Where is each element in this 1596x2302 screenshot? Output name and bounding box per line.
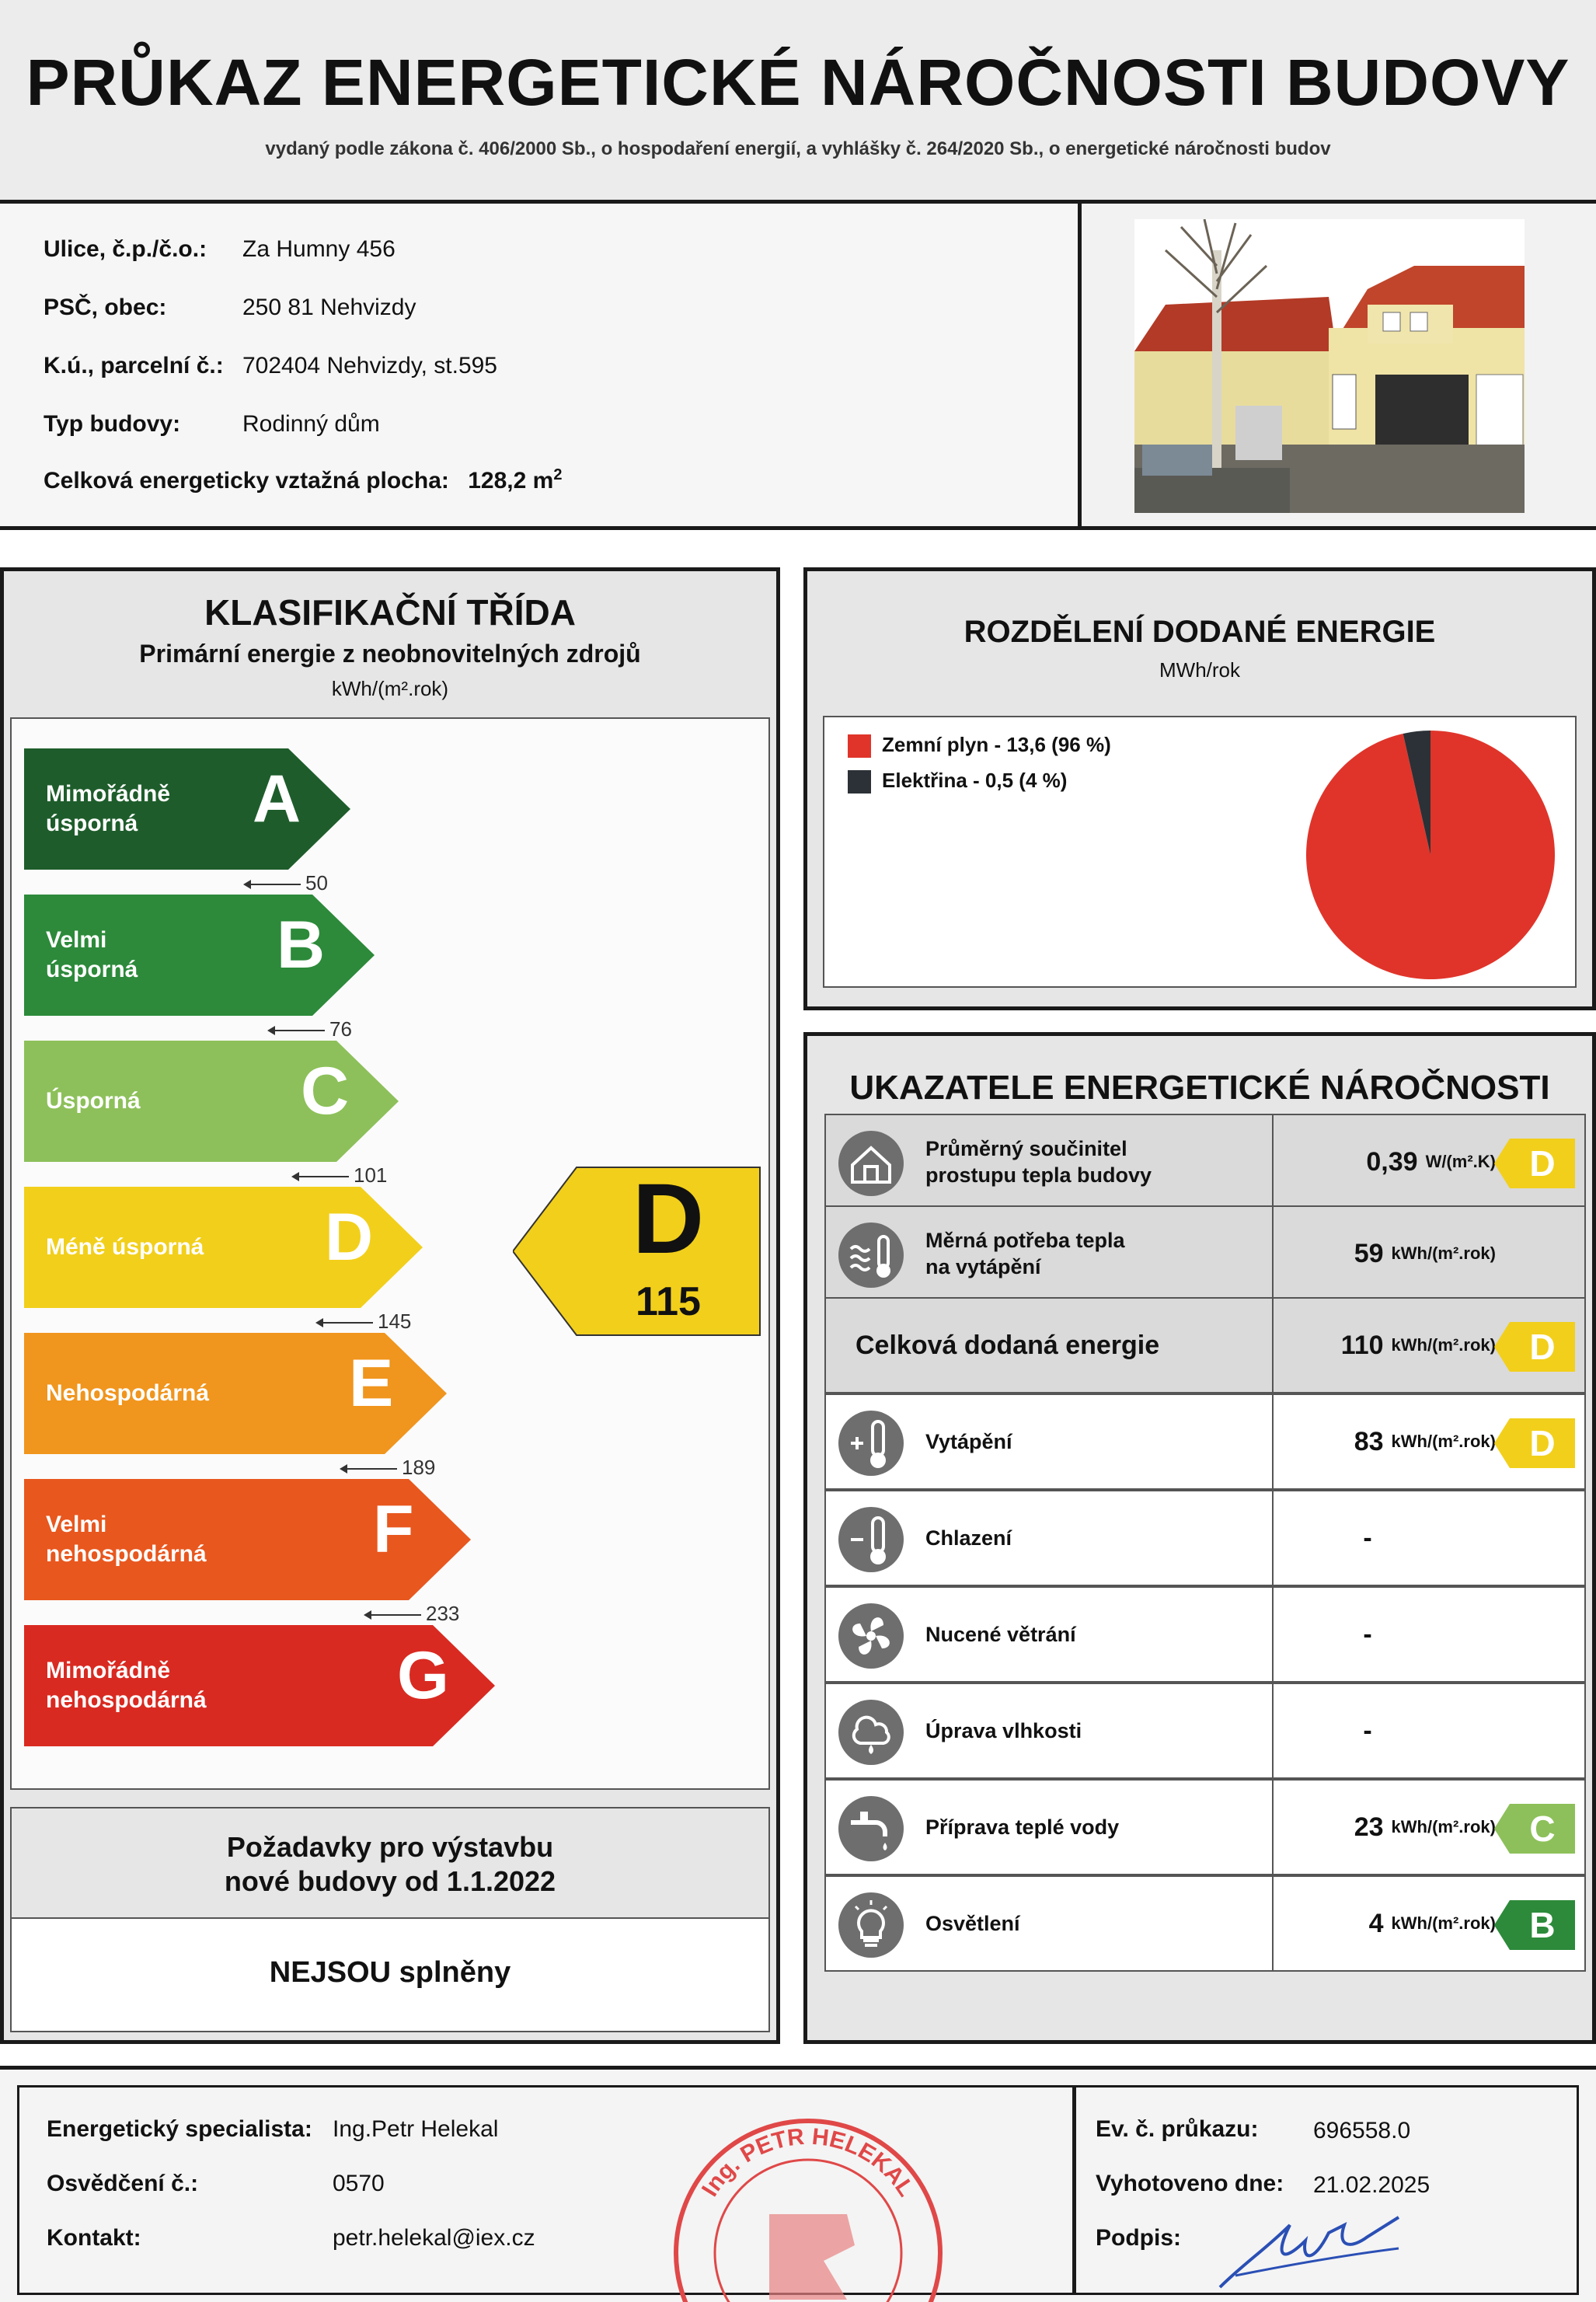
indicator-value (1272, 1115, 1510, 1209)
indicator-row (824, 1779, 1586, 1875)
street-value: Za Humny 456 (242, 236, 396, 262)
indicator-label-line1: Osvětlení (925, 1912, 1020, 1935)
indicator-label (855, 1299, 1159, 1392)
distribution-unit: MWh/rok (1159, 658, 1240, 682)
threshold-value: 50 (305, 871, 328, 895)
indicator-label-line1: Chlazení (925, 1526, 1012, 1550)
indicator-row (824, 1490, 1586, 1586)
type-label: Typ budovy: (44, 411, 181, 437)
indicator-grade-tag (1494, 1900, 1575, 1950)
result-class-letter: D (632, 1166, 705, 1275)
indicator-value (1272, 1491, 1510, 1585)
threshold-arrow (341, 1468, 397, 1470)
indicator-unit: kWh/(m².rok) (1391, 1432, 1496, 1451)
city-row (44, 295, 416, 321)
requirements-title (12, 1830, 768, 1899)
indicator-number: 59 (1354, 1238, 1384, 1268)
ev-number-row (1096, 2116, 1259, 2143)
ev-number-label: Ev. č. průkazu: (1096, 2116, 1259, 2142)
contact-label: Kontakt: (47, 2225, 141, 2251)
class-letter: E (349, 1346, 394, 1421)
threshold-arrow (317, 1322, 373, 1324)
class-label-line1: Úsporná (46, 1088, 141, 1114)
indicator-row (824, 1114, 1586, 1210)
certificate-label: Osvědčení č.: (47, 2171, 199, 2196)
class-bar-d (24, 1187, 423, 1308)
signature-label: Podpis: (1096, 2225, 1181, 2251)
indicator-number: 4 (1368, 1908, 1384, 1938)
indicator-unit: W/(m².K) (1425, 1152, 1496, 1171)
legend-item-gas (848, 733, 1111, 758)
class-bar-label (46, 1333, 209, 1454)
class-bar-f (24, 1479, 471, 1600)
area-label: Celková energeticky vztažná plocha: (44, 468, 449, 494)
threshold-arrow (293, 1176, 349, 1177)
classification-unit: kWh/(m².rok) (331, 677, 449, 700)
indicator-number: 0,39 (1366, 1146, 1418, 1177)
threshold-arrow (269, 1030, 325, 1031)
indicator-number: 83 (1354, 1426, 1384, 1456)
indicator-label (925, 1588, 1076, 1681)
contact-value: petr.helekal@iex.cz (333, 2225, 535, 2251)
indicator-label (925, 1395, 1012, 1488)
indicator-number: 110 (1340, 1330, 1384, 1360)
indicator-unit: kWh/(m².rok) (1391, 1817, 1496, 1836)
area-row (44, 466, 562, 494)
indicator-number: - (1363, 1715, 1372, 1746)
indicator-label-line1: Průměrný součinitel (925, 1137, 1127, 1160)
indicator-label (925, 1115, 1152, 1209)
class-threshold (269, 1017, 352, 1041)
indicator-grade-tag (1494, 1418, 1575, 1468)
date-row (1096, 2171, 1284, 2197)
class-bar-label (46, 1479, 207, 1600)
indicator-value (1272, 1781, 1510, 1874)
class-label-line1: Velmi (46, 927, 107, 953)
certificate-value: 0570 (333, 2171, 385, 2196)
building-photo (1134, 219, 1525, 513)
class-label-line1: Velmi (46, 1512, 107, 1537)
indicator-value (1272, 1684, 1510, 1777)
signature (1212, 2202, 1414, 2295)
indicator-label (925, 1781, 1119, 1874)
indicator-unit: kWh/(m².rok) (1391, 1243, 1496, 1263)
date-value: 21.02.2025 (1313, 2172, 1430, 2198)
class-bar-label (46, 1041, 141, 1162)
indicator-label-line1: Měrná potřeba tepla (925, 1229, 1125, 1252)
certificate-row (47, 2171, 198, 2197)
class-label-line2: nehospodárná (46, 1541, 207, 1567)
requirements-title-line1: Požadavky pro výstavbu (226, 1831, 554, 1863)
city-value: 250 81 Nehvizdy (242, 295, 416, 320)
class-bar-label (46, 1625, 207, 1746)
distribution-title: ROZDĚLENÍ DODANÉ ENERGIE (964, 615, 1436, 649)
threshold-value: 233 (426, 1602, 460, 1625)
house-icon (837, 1129, 905, 1198)
indicator-label-line2: prostupu tepla budovy (925, 1163, 1152, 1187)
light-bulb-icon (837, 1891, 905, 1959)
humidity-icon (837, 1698, 905, 1767)
class-label-line1: Mimořádně (46, 781, 171, 807)
street-label: Ulice, č.p./č.o.: (44, 236, 207, 262)
energy-distribution-panel (803, 567, 1596, 1010)
requirements-title-line2: nové budovy od 1.1.2022 (224, 1865, 556, 1897)
indicator-label-line1: Úprava vlhkosti (925, 1719, 1082, 1742)
legend-swatch-gas (848, 734, 871, 758)
class-bar-label (46, 748, 170, 870)
indicator-grade-letter: D (1529, 1143, 1556, 1184)
building-info (0, 204, 1082, 530)
specialist-row (47, 2116, 312, 2143)
document-header (0, 0, 1596, 204)
indicator-grade-tag (1494, 1139, 1575, 1188)
class-threshold (245, 871, 328, 895)
class-letter: F (373, 1492, 414, 1567)
legend-swatch-electricity (848, 770, 871, 793)
indicator-label (925, 1877, 1020, 1970)
fan-icon (837, 1602, 905, 1670)
date-label: Vyhotoveno dne: (1096, 2171, 1284, 2196)
indicator-label (925, 1684, 1082, 1777)
indicator-value (1272, 1299, 1510, 1392)
threshold-value: 76 (329, 1017, 352, 1041)
indicator-number: - (1363, 1619, 1372, 1649)
indicator-value (1272, 1395, 1510, 1488)
indicator-label-line1: Nucené větrání (925, 1623, 1076, 1646)
class-threshold (365, 1602, 459, 1626)
indicator-grade-tag (1494, 1804, 1575, 1854)
class-threshold (293, 1163, 387, 1188)
indicator-row (824, 1875, 1586, 1972)
document-footer (0, 2066, 1596, 2302)
thermometer-plus-icon (837, 1409, 905, 1477)
threshold-value: 189 (402, 1456, 436, 1479)
indicator-grade-letter: C (1529, 1808, 1556, 1849)
classification-panel (0, 567, 780, 2044)
legend-label-electricity: Elektřina - 0,5 (4 %) (882, 769, 1068, 792)
threshold-arrow (365, 1614, 421, 1616)
threshold-arrow (245, 884, 301, 885)
indicator-unit: kWh/(m².rok) (1391, 1335, 1496, 1355)
class-label-line2: úsporná (46, 811, 138, 836)
type-value: Rodinný dům (242, 411, 380, 437)
indicator-unit: kWh/(m².rok) (1391, 1913, 1496, 1933)
energy-pie-chart (1298, 727, 1563, 983)
footer-divider (1072, 2085, 1076, 2295)
class-bar-g (24, 1625, 495, 1746)
class-label-line1: Méně úsporná (46, 1234, 204, 1260)
indicator-row (824, 1205, 1586, 1302)
indicator-grade-letter: B (1529, 1905, 1556, 1945)
parcel-value: 702404 Nehvizdy, st.595 (242, 353, 497, 378)
threshold-value: 101 (354, 1163, 388, 1187)
requirements-box (10, 1807, 770, 2032)
class-label-line1: Mimořádně (46, 1658, 171, 1683)
parcel-row (44, 353, 497, 379)
document-title: PRŮKAZ ENERGETICKÉ NÁROČNOSTI BUDOVY (26, 46, 1570, 119)
class-bar-a (24, 748, 350, 870)
class-bar-label (46, 1187, 204, 1308)
indicator-label (925, 1207, 1125, 1300)
threshold-value: 145 (378, 1310, 412, 1333)
class-bar-b (24, 895, 375, 1016)
indicator-value (1272, 1588, 1510, 1681)
indicator-label-line1: Příprava teplé vody (925, 1815, 1120, 1839)
street-row (44, 236, 396, 263)
class-label-line1: Nehospodárná (46, 1380, 210, 1406)
parcel-label: K.ú., parcelní č.: (44, 353, 224, 378)
specialist-value: Ing.Petr Helekal (333, 2116, 499, 2142)
area-value: 128,2 m (468, 468, 554, 494)
indicator-row (824, 1393, 1586, 1490)
class-letter: B (277, 908, 326, 982)
indicator-number: 23 (1354, 1812, 1384, 1842)
indicator-grade-tag (1494, 1322, 1575, 1372)
area-unit-sup: 2 (553, 466, 563, 483)
classification-subtitle: Primární energie z neobnovitelných zdrojů (139, 640, 641, 668)
classification-title: KLASIFIKAČNÍ TŘÍDA (204, 592, 576, 633)
legend-item-electricity (848, 769, 1067, 793)
indicator-label-line2: na vytápění (925, 1255, 1041, 1278)
photo-frame (1082, 204, 1596, 530)
class-threshold (341, 1456, 435, 1480)
indicator-label (925, 1491, 1012, 1585)
class-letter: G (397, 1638, 449, 1713)
class-label-line2: nehospodárná (46, 1687, 207, 1713)
water-tap-icon (837, 1795, 905, 1863)
heat-radiator-icon (837, 1221, 905, 1289)
specialist-label: Energetický specialista: (47, 2116, 312, 2142)
city-label: PSČ, obec: (44, 295, 167, 320)
indicator-value (1272, 1877, 1510, 1970)
class-threshold (317, 1310, 411, 1334)
specialist-stamp (653, 2098, 964, 2302)
class-label-line2: úsporná (46, 957, 138, 982)
class-bar-c (24, 1041, 399, 1162)
class-letter: D (325, 1200, 374, 1275)
class-letter: C (301, 1054, 350, 1128)
distribution-chart-area (823, 716, 1577, 988)
result-class-value: 115 (636, 1279, 701, 1324)
indicators-title: UKAZATELE ENERGETICKÉ NÁROČNOSTI (849, 1069, 1550, 1107)
indicator-row (824, 1297, 1586, 1393)
contact-row (47, 2225, 141, 2251)
requirements-result: NEJSOU splněny (269, 1956, 511, 1989)
indicator-value (1272, 1207, 1510, 1300)
indicator-label-line1: Vytápění (925, 1430, 1012, 1453)
class-bar-label (46, 895, 138, 1016)
indicator-row (824, 1586, 1586, 1683)
indicators-panel (803, 1032, 1596, 2044)
document-subtitle: vydaný podle zákona č. 406/2000 Sb., o hospodaření energií, a vyhlášky č. 264/2020 Sb., o energetické náročnosti budov (265, 138, 1331, 159)
thermometer-minus-icon (837, 1505, 905, 1574)
ev-number-value: 696558.0 (1313, 2118, 1411, 2143)
class-bar-e (24, 1333, 447, 1454)
indicator-number: - (1363, 1522, 1372, 1553)
svg-text:Ing. PETR HELEKAL: Ing. PETR HELEKAL (696, 2123, 919, 2202)
indicator-label-line1: Celková dodaná energie (855, 1331, 1160, 1360)
legend-label-gas: Zemní plyn - 13,6 (96 %) (882, 733, 1111, 756)
indicator-grade-letter: D (1529, 1423, 1556, 1463)
indicator-grade-letter: D (1529, 1327, 1556, 1367)
result-class-marker (513, 1166, 761, 1337)
indicator-row (824, 1683, 1586, 1779)
type-row (44, 411, 380, 438)
class-letter: A (253, 762, 301, 836)
signature-row (1096, 2225, 1181, 2251)
